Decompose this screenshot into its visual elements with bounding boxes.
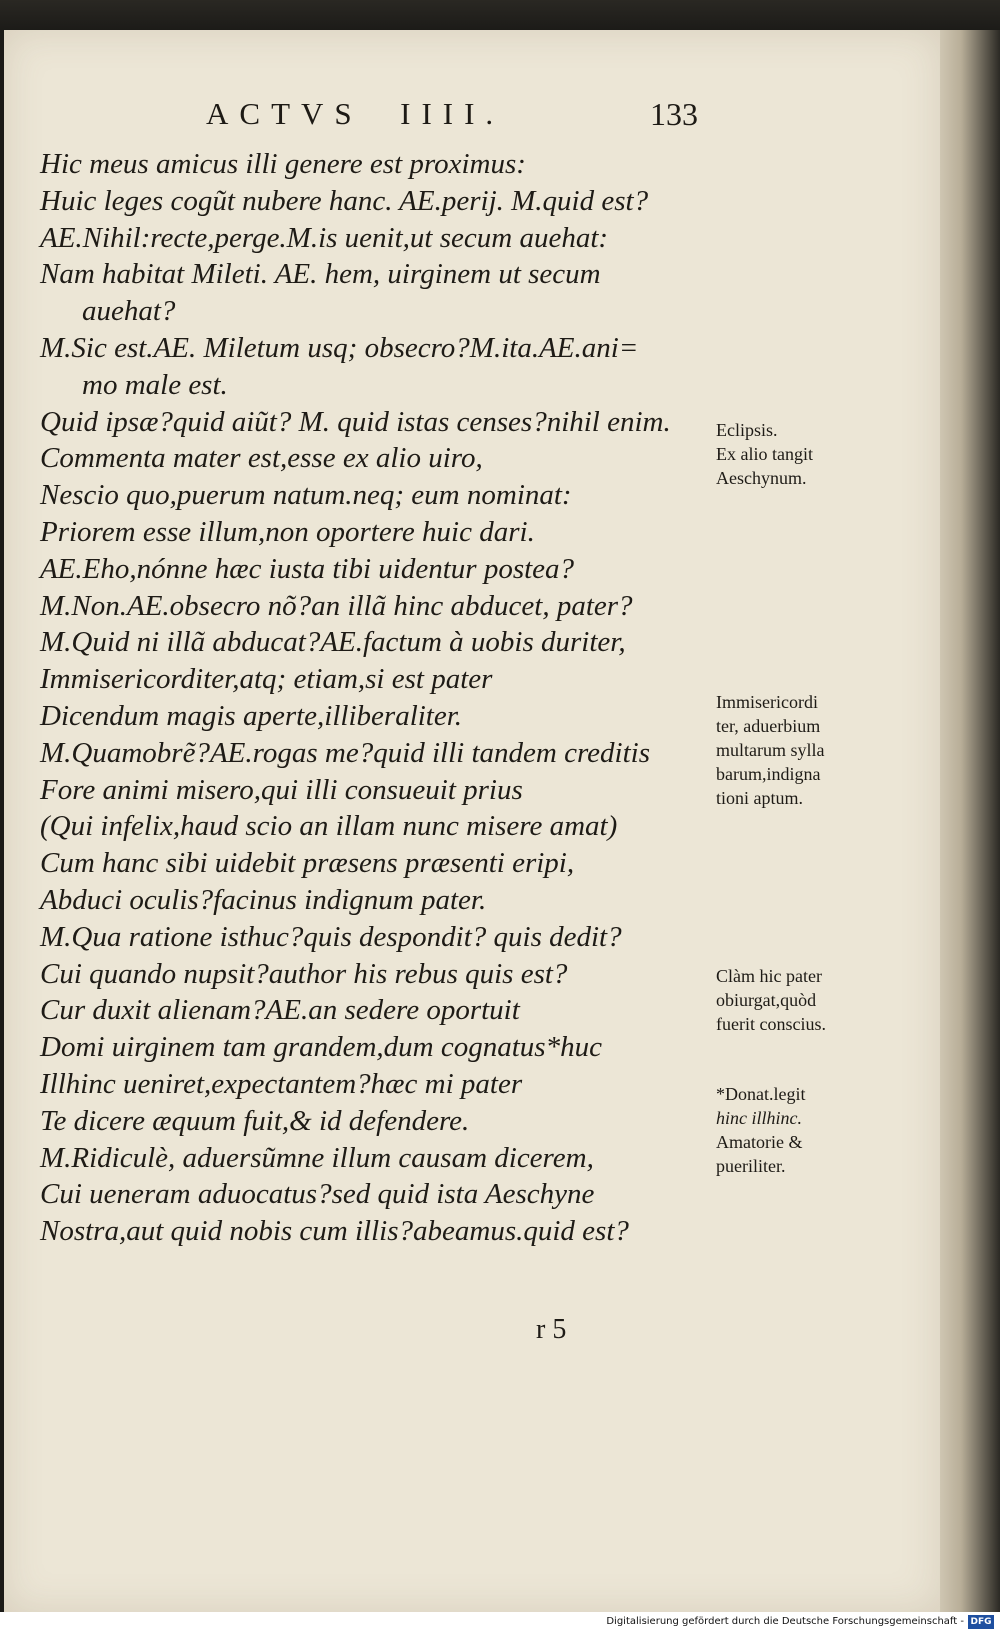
- verse-line: M.Non.AE.obsecro nõ?an illã hinc abducet, pater?: [40, 589, 633, 622]
- marginal-note: [716, 690, 896, 810]
- verse-line: M.Quamobrẽ?AE.rogas me?quid illi tandem creditis: [40, 736, 651, 769]
- verse-line: Cui quando nupsit?author his rebus quis est?: [40, 957, 568, 990]
- marginal-note: [716, 1082, 896, 1178]
- verse-line-continuation: mo male est.: [82, 368, 228, 401]
- verse-line: Cum hanc sibi uidebit præsens præsenti eripi,: [40, 847, 575, 880]
- verse-line: Dicendum magis aperte,illiberaliter.: [40, 699, 463, 732]
- marginal-note-line: hinc illhinc.: [716, 1108, 802, 1128]
- marginal-note-line: tioni aptum.: [716, 788, 803, 808]
- marginal-note-line: obiurgat,quòd: [716, 990, 817, 1010]
- verse-line: Nam habitat Mileti. AE. hem, uirginem ut secum: [40, 258, 601, 291]
- marginal-note-line: barum,indigna: [716, 764, 821, 784]
- catchword-signature: r 5: [536, 1314, 567, 1345]
- verse-line: Hic meus amicus illi genere est proximus:: [40, 148, 526, 180]
- verse-line: Cur duxit alienam?AE.an sedere oportuit: [40, 994, 520, 1027]
- verse-line: Priorem esse illum,non oportere huic dari.: [40, 515, 535, 548]
- verse-line: (Qui infelix,haud scio an illam nunc misere amat): [40, 810, 618, 843]
- marginal-note-line: multarum sylla: [716, 740, 825, 760]
- verse-line: Te dicere æquum fuit,& id defendere.: [40, 1104, 470, 1137]
- marginal-note-line: *Donat.legit: [716, 1084, 806, 1104]
- verse-line: Abduci oculis?facinus indignum pater.: [40, 883, 487, 916]
- verse-line: Cui ueneram aduocatus?sed quid ista Aeschyne: [40, 1178, 595, 1211]
- running-title: ACTVS IIII.: [206, 96, 505, 131]
- marginal-note-line: Ex alio tangit: [716, 444, 813, 464]
- verse-line: M.Qua ratione isthuc?quis despondit? quis dedit?: [40, 920, 622, 953]
- verse-line: Immisericorditer,atq; etiam,si est pater: [40, 663, 493, 696]
- marginal-note: [716, 418, 896, 490]
- verse-line: Huic leges cogũt nubere hanc. AE.perij. M.quid est?: [40, 184, 649, 217]
- marginal-note: [716, 964, 896, 1036]
- dfg-logo: DFG: [968, 1615, 994, 1629]
- verse-line: M.Ridiculè, aduersũmne illum causam dicerem,: [40, 1141, 594, 1174]
- marginal-note-line: fuerit conscius.: [716, 1014, 826, 1034]
- marginal-note-line: Amatorie &: [716, 1132, 803, 1152]
- funding-credit: Digitalisierung gefördert durch die Deutsche Forschungsgemeinschaft -: [606, 1616, 964, 1627]
- verse-block: [40, 146, 720, 1250]
- verse-line: Domi uirginem tam grandem,dum cognatus*huc: [40, 1031, 602, 1064]
- marginal-note-line: Immisericordi: [716, 692, 818, 712]
- marginal-note-line: pueriliter.: [716, 1156, 786, 1176]
- verse-line: M.Sic est.AE. Miletum usq; obsecro?M.ita.AE.ani=: [40, 331, 639, 364]
- verse-line: Nescio quo,puerum natum.neq; eum nominat:: [40, 479, 572, 512]
- marginal-note-line: Clàm hic pater: [716, 966, 822, 986]
- verse-line: M.Quid ni illã abducat?AE.factum à uobis duriter,: [40, 626, 626, 659]
- verse-line: AE.Nihil:recte,perge.M.is uenit,ut secum auehat:: [40, 221, 609, 254]
- marginal-note-line: ter, aduerbium: [716, 716, 821, 736]
- page-number: 133: [650, 96, 698, 132]
- marginal-note-line: Aeschynum.: [716, 468, 807, 488]
- marginal-note-line: Eclipsis.: [716, 420, 778, 440]
- verse-line: Fore animi misero,qui illi consueuit prius: [40, 773, 523, 806]
- verse-line: Quid ipsæ?quid aiũt? M. quid istas censes?nihil enim.: [40, 405, 671, 438]
- page-edge: [940, 30, 1000, 1612]
- verse-line: Illhinc ueniret,expectantem?hæc mi pater: [40, 1067, 523, 1100]
- verse-line: Commenta mater est,esse ex alio uiro,: [40, 442, 483, 475]
- verse-line: Nostra,aut quid nobis cum illis?abeamus.quid est?: [40, 1215, 629, 1248]
- verse-line: AE.Eho,nónne hæc iusta tibi uidentur postea?: [40, 552, 575, 585]
- scan-background: [0, 0, 1000, 30]
- verse-line-continuation: auehat?: [82, 295, 176, 328]
